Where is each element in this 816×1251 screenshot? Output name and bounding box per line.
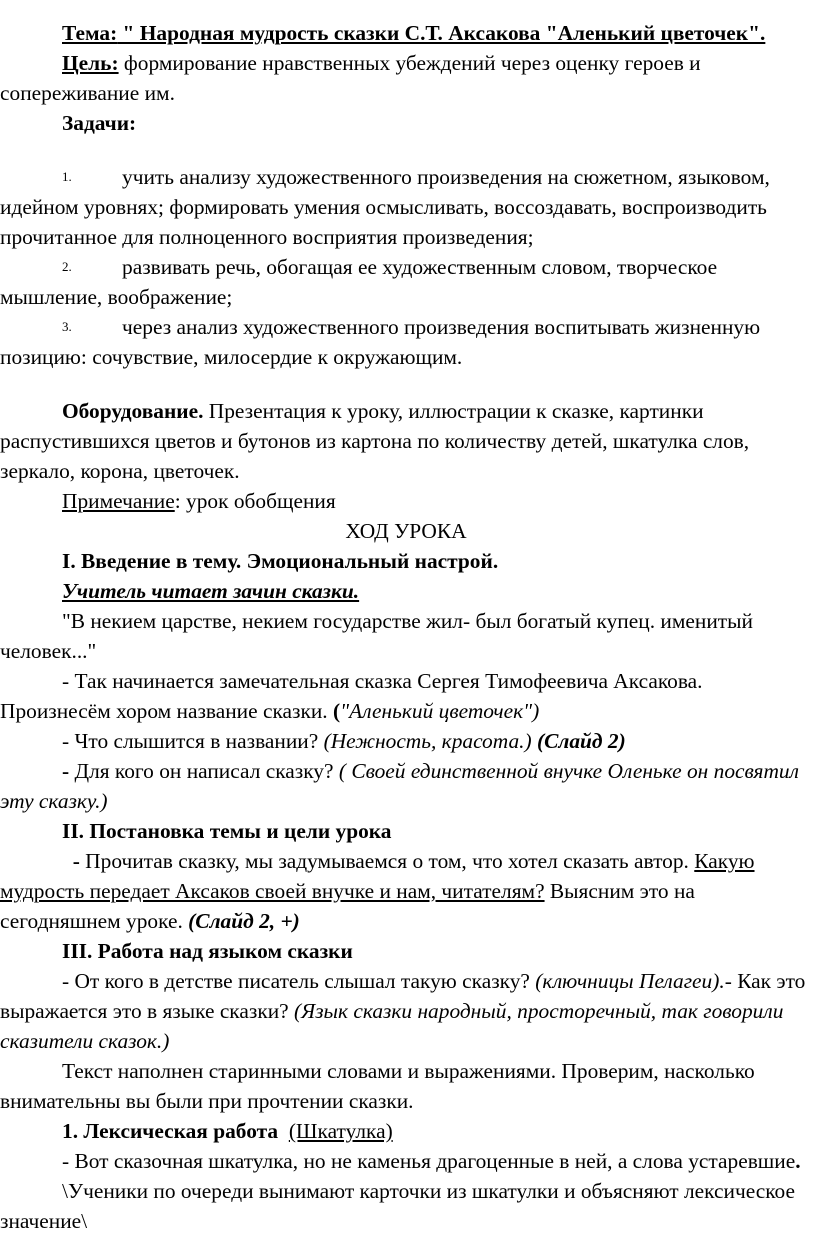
answer-text: (Язык сказки народный, просторечный, так говорили сказители сказок.) — [0, 999, 784, 1053]
task-item-1 — [0, 162, 812, 252]
lesson-heading: ХОД УРОКА — [345, 519, 467, 543]
dash: - — [72, 849, 80, 873]
task-number: 1. — [62, 169, 72, 184]
section-1-para-3 — [0, 756, 812, 816]
underlined-question: Какую мудрость передает Аксаков своей внучке и нам, читателям? — [0, 849, 755, 903]
para-text: Прочитав сказку, мы задумываемся о том, что хотел сказать автор. — [79, 849, 695, 873]
task-item-3 — [0, 312, 812, 372]
section-2-para — [0, 846, 812, 936]
goal-label: Цель: — [62, 51, 119, 75]
equipment-label: Оборудование. — [62, 399, 204, 423]
answer-text: "Аленький цветочек") — [340, 699, 540, 723]
subsection-1-instruction: \Ученики по очереди вынимают карточки из шкатулки и объясняют лексическое значение\ — [0, 1179, 795, 1233]
task-number: 3. — [62, 319, 72, 334]
task-number: 2. — [62, 259, 72, 274]
topic-label: Тема: — [62, 21, 118, 45]
paren-open: ( — [333, 699, 341, 723]
equipment-text: Презентация к уроку, иллюстрации к сказке, картинки распустившихся цветов и бутонов из картона по количеству детей, шкатулка слов, зеркало, корона, цветочек. — [0, 399, 750, 483]
task-item-2 — [0, 252, 812, 312]
topic-text: " Народная мудрость сказки С.Т. Аксакова "Аленький цветочек". — [117, 21, 766, 45]
box-label: (Шкатулка) — [288, 1119, 393, 1143]
spacer — [0, 372, 812, 396]
section-2-title: II. Постановка темы и цели урока — [62, 819, 392, 843]
section-3-para-2: Текст наполнен старинными словами и выражениями. Проверим, насколько внимательны вы были при прочтении сказки. — [0, 1059, 755, 1113]
task-text: развивать речь, обогащая ее художественным словом, творческое мышление, воображение; — [0, 255, 718, 309]
goal-text: формирование нравственных убеждений через оценку героев и сопереживание им. — [0, 51, 701, 105]
dash: - — [62, 759, 70, 783]
slide-ref: (Слайд 2) — [531, 729, 626, 753]
spacer — [0, 138, 812, 162]
note-text: : урок обобщения — [174, 489, 336, 513]
subsection-1-para — [0, 1146, 812, 1176]
tale-quote: "В некием царстве, некием государстве жил- был богатый купец. именитый человек..." — [0, 609, 753, 663]
period: . — [795, 1149, 801, 1173]
section-3-title: III. Работа над языком сказки — [62, 939, 353, 963]
para-text: - Вот сказочная шкатулка, но не каменья драгоценные в ней, а слова устаревшие — [62, 1149, 796, 1173]
tasks-label: Задачи: — [62, 111, 137, 135]
gap — [278, 1119, 289, 1143]
para-text: - Как это выражается это в языке сказки? — [0, 969, 806, 1023]
para-text: Выясним это на сегодняшнем уроке. — [0, 879, 695, 933]
para-text: - Так начинается замечательная сказка Сергея Тимофеевича Аксакова. Произнесём хором название сказки. — [0, 669, 703, 723]
task-text: учить анализу художественного произведения на сюжетном, языковом, идейном уровнях; формировать умения осмысливать, воссоздавать, воспроизводить прочитанное для полноценного восприятия произведения; — [0, 165, 770, 249]
section-3-para-1 — [0, 966, 812, 1056]
subsection-1-title — [0, 1116, 812, 1146]
para-text: - Что слышится в названии? — [62, 729, 324, 753]
answer-text: (ключницы Пелагеи). — [535, 969, 725, 993]
teacher-reads: Учитель читает зачин сказки. — [62, 579, 360, 603]
answer-text: (Нежность, красота.) — [323, 729, 532, 753]
lead-space — [62, 849, 73, 873]
answer-text: ( Своей единственной внучке Оленьке он посвятил эту сказку.) — [0, 759, 799, 813]
note-label: Примечание — [62, 489, 175, 513]
para-text: - От кого в детстве писатель слышал такую сказку? — [62, 969, 536, 993]
subsection-title-text: 1. Лексическая работа — [62, 1119, 279, 1143]
section-1-para-1 — [0, 666, 812, 726]
task-text: через анализ художественного произведения воспитывать жизненную позицию: сочувствие, милосердие к окружающим. — [0, 315, 761, 369]
slide-ref: (Слайд 2, +) — [188, 909, 300, 933]
section-1-title: I. Введение в тему. Эмоциональный настрой. — [62, 549, 499, 573]
equipment — [0, 396, 812, 486]
note — [0, 486, 812, 516]
section-1-para-2 — [0, 726, 812, 756]
lesson-goal — [0, 48, 812, 108]
lesson-topic — [0, 18, 812, 48]
para-text: Для кого он написал сказку? — [69, 759, 339, 783]
